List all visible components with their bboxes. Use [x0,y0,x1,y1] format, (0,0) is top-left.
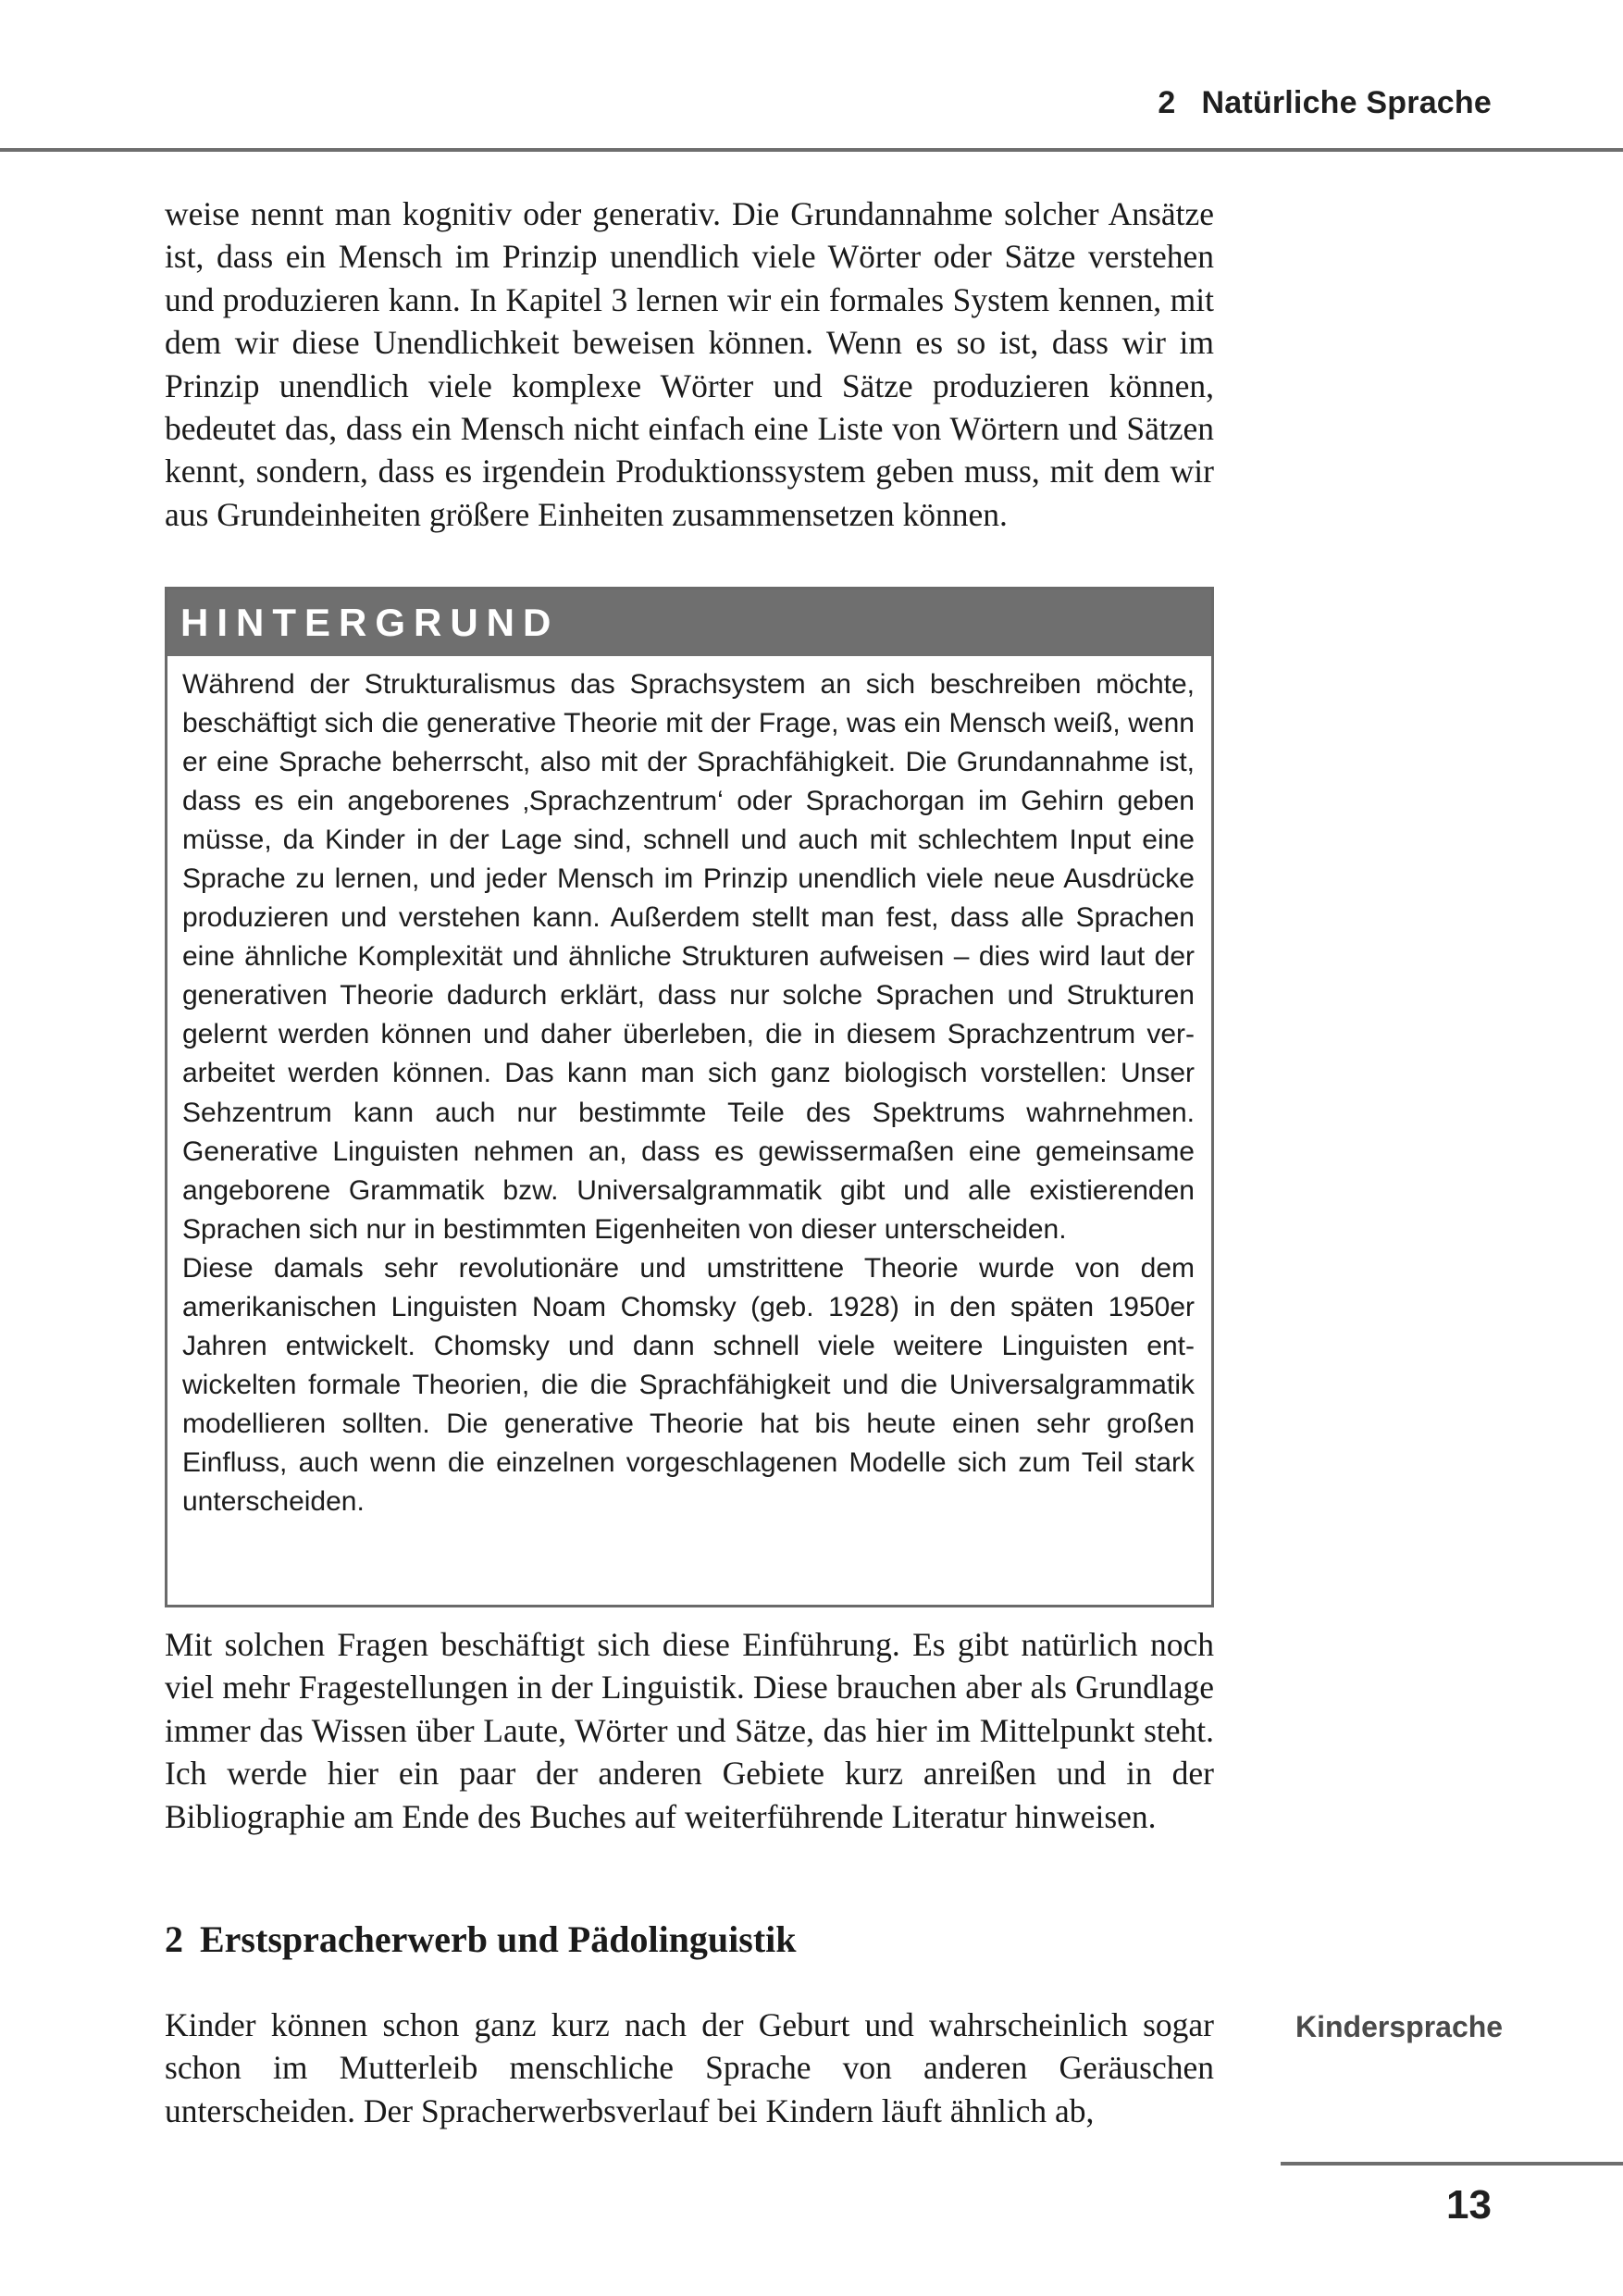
hintergrund-paragraph-2: Diese damals sehr revolutionäre und umstrittene Theorie wurde von dem amerikanischen Linguisten Noam Chomsky (geb. 1928) in den späten 1950er Jahren entwickelt. Chomsky und dann schnell viele weitere Linguisten entwickelten formale Theorien, die die Sprachfähigkeit und die Universalgrammatik modellieren sollten. Die generative Theorie hat bis heute einen sehr großen Einfluss, auch wenn die einzelnen vorgeschlagenen Modelle sich zum Teil stark unterscheiden. [182,1252,1195,1517]
after-box-paragraph: Mit solchen Fragen beschäftigt sich diese Einführung. Es gibt natürlich noch viel mehr Fragestellungen in der Linguistik. Diese brauchen aber als Grundlage immer das Wissen über Laute, Wörter und Sätze, das hier im Mittelpunkt steht. Ich werde hier ein paar der anderen Gebiete kurz anreißen und in der Bibliographie am Ende des Buches auf weiterführende Literatur hinweisen. [165,1626,1214,1835]
running-head-chapter-number: 2 [1158,85,1176,120]
hintergrund-box [165,587,1214,1607]
running-head [1158,85,1492,121]
section-title: Erstspracherwerb und Pädolinguistik [200,1918,797,1960]
section-heading [165,1917,797,1961]
margin-note: Kindersprache [1295,2010,1504,2043]
footer-divider [1281,2162,1623,2166]
hintergrund-box-title: HINTERGRUND [167,590,1211,656]
running-head-chapter-title: Natürliche Sprache [1201,85,1492,120]
section-number: 2 [165,1918,183,1960]
section-start-paragraph: Kinder können schon ganz kurz nach der Geburt und wahrscheinlich sogar schon im Mutterleib menschliche Sprache von anderen Geräuschen unterscheiden. Der Spracherwerbsverlauf bei Kindern läuft ähnlich ab, [165,2006,1214,2129]
intro-paragraph: weise nennt man kognitiv oder generativ. Die Grundannahme solcher Ansätze ist, dass ein Mensch im Prinzip unendlich viele Wörter oder Sätze verstehen und produzieren kann. In Kapitel 3 lernen wir ein formales System kennen, mit dem wir diese Unendlichkeit beweisen können. Wenn es so ist, dass wir im Prinzip unendlich viele komplexe Wörter und Sätze produzieren können, bedeutet das, dass ein Mensch nicht einfach eine Liste von Wörtern und Sätzen kennt, sondern, dass es irgendein Produktionssystem geben muss, mit dem wir aus Grundeinheiten größere Einheiten zusammensetzen können. [165,195,1214,533]
hintergrund-paragraph-1: Während der Strukturalismus das Sprachsystem an sich beschreiben möchte, beschäftigt sich die generative Theorie mit der Frage, was ein Mensch weiß, wenn er eine Sprache beherrscht, also mit der Sprachfähigkeit. Die Grundannahme ist, dass es ein angeborenes ‚Sprachzentrum‘ oder Sprachorgan im Gehirn geben müsse, da Kinder in der Lage sind, schnell und auch mit schlechtem Input eine Sprache zu lernen, und jeder Mensch im Prinzip unendlich viele neue Ausdrücke produzieren und verstehen kann. Außerdem stellt man fest, dass alle Sprachen eine ähnliche Komplexität und ähnliche Strukturen aufweisen – dies wird laut der generativen Theorie dadurch erklärt, dass nur solche Sprachen und Strukturen gelernt werden können und daher überleben, die in diesem Sprachzentrum verarbeitet werden können. Das kann man sich ganz biologisch vorstellen: Unser Sehzentrum kann auch nur bestimmte Teile des Spektrums wahrnehmen. Generative Linguisten nehmen an, dass es gewissermaßen eine gemeinsame angeborene Grammatik bzw. Universalgrammatik gibt und alle existierenden Sprachen sich nur in bestimmten Eigenheiten von dieser unterscheiden. [182,669,1195,1245]
hintergrund-box-body [167,656,1211,1521]
header-divider [0,148,1623,152]
page-number: 13 [1446,2182,1492,2228]
